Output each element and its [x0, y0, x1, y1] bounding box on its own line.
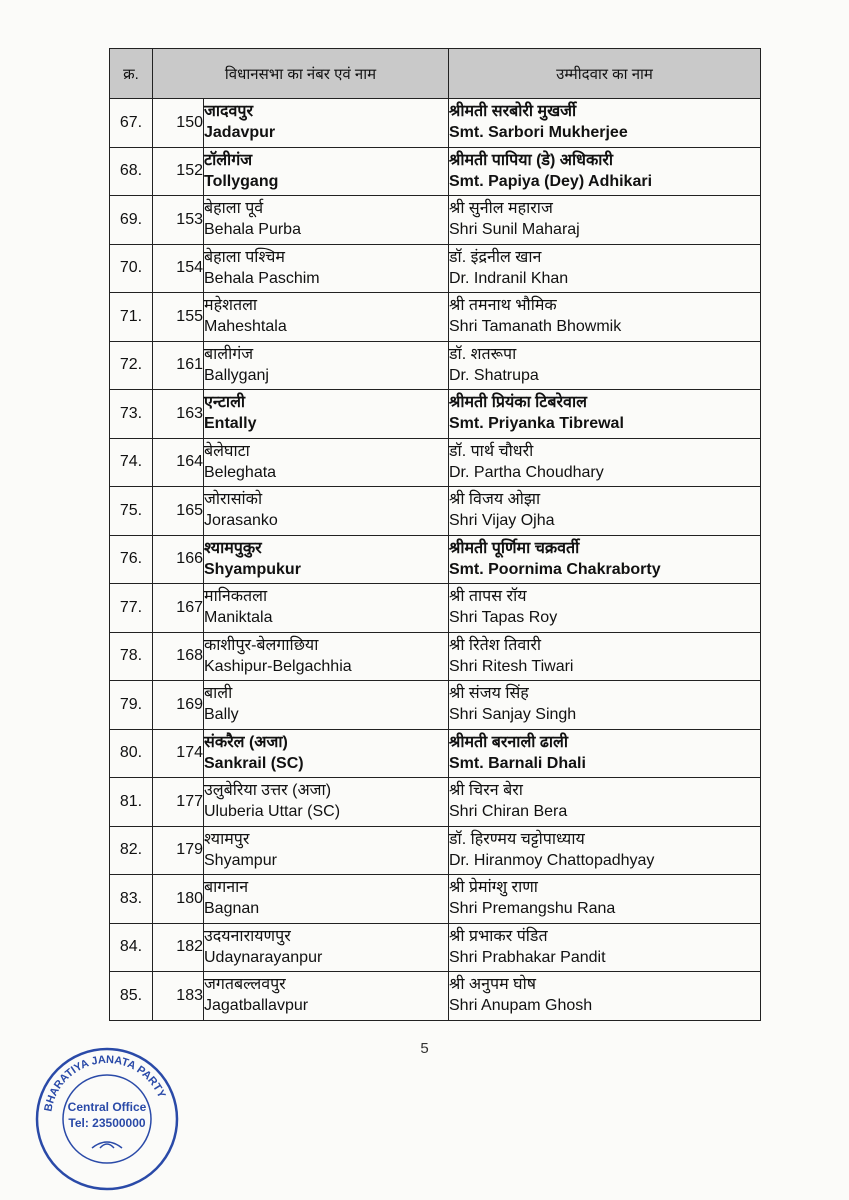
candidate-name-english: Shri Prabhakar Pandit [449, 948, 606, 966]
constituency-name-hindi: बेहाला पश्चिम [204, 248, 285, 266]
candidate-name-english: Dr. Shatrupa [449, 366, 539, 384]
page-number: 5 [420, 1040, 429, 1057]
candidate-name-english: Smt. Papiya (Dey) Adhikari [449, 172, 653, 190]
serial-number: 78. [110, 632, 153, 681]
constituency-name-english: Maniktala [204, 609, 273, 626]
candidate-name-hindi: श्री सुनील महाराज [449, 200, 553, 217]
constituency-number: 164 [153, 438, 204, 487]
candidate-name-hindi: श्री अनुपम घोष [449, 976, 536, 993]
candidate-name-hindi: श्रीमती सरबोरी मुखर्जी [449, 103, 577, 120]
candidate-name-english: Shri Chiran Bera [449, 803, 568, 820]
constituency-name-hindi: जादवपुर [204, 103, 254, 120]
constituency-name [204, 972, 449, 1021]
candidate-name-hindi: श्रीमती पूर्णिमा चक्रवर्ती [449, 539, 580, 557]
serial-number: 83. [110, 875, 153, 924]
table-row [110, 535, 761, 584]
constituency-name [204, 778, 449, 827]
table-row [110, 584, 761, 633]
candidate-name-english: Shri Tamanath Bhowmik [449, 318, 622, 335]
candidate-name-hindi: श्री तमनाथ भौमिक [449, 297, 557, 314]
constituency-name-hindi: बाली [204, 685, 233, 702]
constituency-name-english: Uluberia Uttar (SC) [204, 803, 341, 820]
constituency-name [204, 535, 449, 584]
candidate-name [449, 584, 761, 633]
table-row [110, 438, 761, 487]
candidate-name [449, 196, 761, 245]
constituency-name-hindi: उदयनारायणपुर [204, 927, 291, 945]
seal-ring-text: BHARATIYA JANATA PARTY [42, 1053, 168, 1113]
constituency-name-english: Entally [204, 415, 257, 432]
candidate-name [449, 99, 761, 148]
seal-office-text: Central Office [67, 1100, 147, 1114]
candidate-name-hindi: श्री रितेश तिवारी [449, 636, 542, 654]
constituency-name-english: Bally [204, 706, 239, 723]
constituency-name [204, 99, 449, 148]
candidate-name [449, 826, 761, 875]
table-row [110, 99, 761, 148]
table-row [110, 147, 761, 196]
constituency-number: 150 [153, 99, 204, 148]
candidate-name [449, 147, 761, 196]
constituency-number: 161 [153, 341, 204, 390]
constituency-number: 169 [153, 681, 204, 730]
constituency-name-hindi: बेहाला पूर्व [204, 200, 264, 217]
constituency-name-english: Maheshtala [204, 318, 287, 335]
candidate-name [449, 293, 761, 342]
constituency-name [204, 196, 449, 245]
serial-number: 71. [110, 293, 153, 342]
candidate-name [449, 390, 761, 439]
serial-number: 84. [110, 923, 153, 972]
constituency-name [204, 390, 449, 439]
candidate-name-hindi: डॉ. हिरण्मय चट्टोपाध्याय [449, 830, 585, 848]
candidate-name-hindi: श्री प्रेमांग्शु राणा [449, 879, 538, 896]
header-serial: क्र. [110, 49, 153, 99]
table-row [110, 244, 761, 293]
party-seal-stamp [32, 1044, 182, 1194]
constituency-name-english: Ballyganj [204, 366, 269, 384]
constituency-name-english: Kashipur-Belgachhia [204, 657, 352, 675]
candidate-name [449, 972, 761, 1021]
table-row [110, 681, 761, 730]
constituency-name [204, 875, 449, 924]
serial-number: 67. [110, 99, 153, 148]
serial-number: 76. [110, 535, 153, 584]
table-row [110, 729, 761, 778]
candidate-name [449, 681, 761, 730]
candidate-name [449, 487, 761, 536]
constituency-number: 154 [153, 244, 204, 293]
serial-number: 69. [110, 196, 153, 245]
table-row [110, 632, 761, 681]
serial-number: 73. [110, 390, 153, 439]
constituency-name-english: Jagatballavpur [204, 997, 309, 1014]
constituency-number: 155 [153, 293, 204, 342]
constituency-number: 177 [153, 778, 204, 827]
table-row [110, 923, 761, 972]
constituency-name-english: Behala Purba [204, 221, 301, 238]
table-row [110, 778, 761, 827]
constituency-name-english: Jorasanko [204, 512, 278, 529]
constituency-name-hindi: बालीगंज [204, 345, 254, 363]
serial-number: 80. [110, 729, 153, 778]
header-constituency: विधानसभा का नंबर एवं नाम [153, 49, 449, 99]
constituency-name [204, 584, 449, 633]
constituency-number: 153 [153, 196, 204, 245]
candidate-name-english: Shri Sanjay Singh [449, 706, 577, 723]
constituency-name [204, 293, 449, 342]
constituency-name [204, 632, 449, 681]
table-row [110, 972, 761, 1021]
lotus-icon [92, 1142, 122, 1148]
constituency-name-hindi: उलुबेरिया उत्तर (अजा) [204, 782, 332, 799]
constituency-name-english: Behala Paschim [204, 269, 320, 287]
constituency-name [204, 681, 449, 730]
serial-number: 70. [110, 244, 153, 293]
candidate-name [449, 535, 761, 584]
constituency-number: 152 [153, 147, 204, 196]
constituency-number: 174 [153, 729, 204, 778]
constituency-name-english: Beleghata [204, 463, 277, 481]
constituency-name [204, 244, 449, 293]
constituency-name [204, 487, 449, 536]
constituency-number: 183 [153, 972, 204, 1021]
table-body [110, 99, 761, 1021]
constituency-name [204, 923, 449, 972]
constituency-name-english: Bagnan [204, 900, 260, 917]
candidate-name-english: Dr. Hiranmoy Chattopadhyay [449, 851, 655, 869]
constituency-name-hindi: काशीपुर-बेलगाछिया [204, 636, 319, 654]
constituency-name-english: Udaynarayanpur [204, 948, 323, 966]
candidate-name [449, 632, 761, 681]
candidate-name [449, 244, 761, 293]
constituency-name [204, 438, 449, 487]
candidate-name-hindi: श्री संजय सिंह [449, 685, 529, 702]
candidate-name [449, 778, 761, 827]
candidate-name-english: Smt. Barnali Dhali [449, 754, 586, 772]
table-row [110, 875, 761, 924]
table-header-row [110, 49, 761, 99]
candidate-name [449, 438, 761, 487]
serial-number: 81. [110, 778, 153, 827]
candidate-name-hindi: श्रीमती बरनाली ढाली [449, 733, 569, 751]
constituency-name-english: Tollygang [204, 172, 279, 190]
serial-number: 75. [110, 487, 153, 536]
constituency-number: 165 [153, 487, 204, 536]
constituency-name-hindi: बेलेघाटा [204, 442, 250, 460]
candidate-name [449, 341, 761, 390]
constituency-name-hindi: श्यामपुर [204, 830, 250, 848]
candidate-name-hindi: श्री चिरन बेरा [449, 782, 523, 799]
candidate-name-english: Shri Premangshu Rana [449, 900, 616, 917]
constituency-name-english: Shyampukur [204, 560, 301, 578]
candidate-name-hindi: श्री विजय ओझा [449, 491, 541, 508]
candidate-name-english: Shri Ritesh Tiwari [449, 657, 574, 675]
constituency-name-english: Shyampur [204, 851, 277, 869]
candidate-name-english: Shri Sunil Maharaj [449, 221, 580, 238]
constituency-number: 179 [153, 826, 204, 875]
constituency-name-hindi: टॉलीगंज [204, 151, 253, 169]
candidate-name-hindi: श्रीमती प्रियंका टिबरेवाल [449, 394, 587, 411]
candidate-name-hindi: डॉ. शतरूपा [449, 345, 517, 363]
candidate-name-hindi: डॉ. पार्थ चौधरी [449, 442, 534, 460]
candidate-name-hindi: डॉ. इंद्रनील खान [449, 248, 542, 266]
constituency-name [204, 729, 449, 778]
candidate-name [449, 923, 761, 972]
table-row [110, 196, 761, 245]
serial-number: 82. [110, 826, 153, 875]
table-row [110, 341, 761, 390]
constituency-name-hindi: श्यामपुकुर [204, 539, 262, 557]
constituency-name-english: Sankrail (SC) [204, 754, 304, 772]
serial-number: 79. [110, 681, 153, 730]
constituency-name-hindi: बागनान [204, 879, 249, 896]
constituency-name-english: Jadavpur [204, 124, 276, 141]
constituency-name-hindi: संकरैल (अजा) [204, 733, 288, 751]
candidate-name [449, 875, 761, 924]
constituency-name-hindi: महेशतला [204, 297, 258, 314]
header-candidate: उम्मीदवार का नाम [449, 49, 761, 99]
candidate-name [449, 729, 761, 778]
constituency-number: 167 [153, 584, 204, 633]
constituency-number: 168 [153, 632, 204, 681]
candidate-name-english: Shri Tapas Roy [449, 609, 558, 626]
candidate-list-table [109, 48, 761, 1021]
constituency-name-hindi: जगतबल्लवपुर [204, 976, 286, 993]
serial-number: 74. [110, 438, 153, 487]
seal-tel-text: Tel: 23500000 [68, 1116, 146, 1130]
serial-number: 77. [110, 584, 153, 633]
table-row [110, 487, 761, 536]
constituency-number: 182 [153, 923, 204, 972]
constituency-name [204, 147, 449, 196]
table-row [110, 826, 761, 875]
candidate-name-english: Dr. Partha Choudhary [449, 463, 604, 481]
constituency-name-hindi: मानिकतला [204, 588, 268, 605]
constituency-name-hindi: जोरासांको [204, 491, 263, 508]
candidate-name-hindi: श्रीमती पापिया (डे) अधिकारी [449, 151, 614, 169]
constituency-number: 180 [153, 875, 204, 924]
table-row [110, 293, 761, 342]
table-row [110, 390, 761, 439]
candidate-name-english: Dr. Indranil Khan [449, 269, 569, 287]
constituency-number: 163 [153, 390, 204, 439]
serial-number: 85. [110, 972, 153, 1021]
candidate-name-english: Smt. Poornima Chakraborty [449, 560, 661, 578]
candidate-name-english: Smt. Priyanka Tibrewal [449, 415, 624, 432]
constituency-name [204, 826, 449, 875]
constituency-name [204, 341, 449, 390]
candidate-name-english: Shri Vijay Ojha [449, 512, 555, 529]
candidate-name-hindi: श्री प्रभाकर पंडित [449, 927, 548, 945]
serial-number: 68. [110, 147, 153, 196]
candidate-name-english: Smt. Sarbori Mukherjee [449, 124, 628, 141]
serial-number: 72. [110, 341, 153, 390]
constituency-name-hindi: एन्टाली [204, 394, 246, 411]
candidate-name-english: Shri Anupam Ghosh [449, 997, 593, 1014]
candidate-name-hindi: श्री तापस रॉय [449, 588, 527, 605]
constituency-number: 166 [153, 535, 204, 584]
